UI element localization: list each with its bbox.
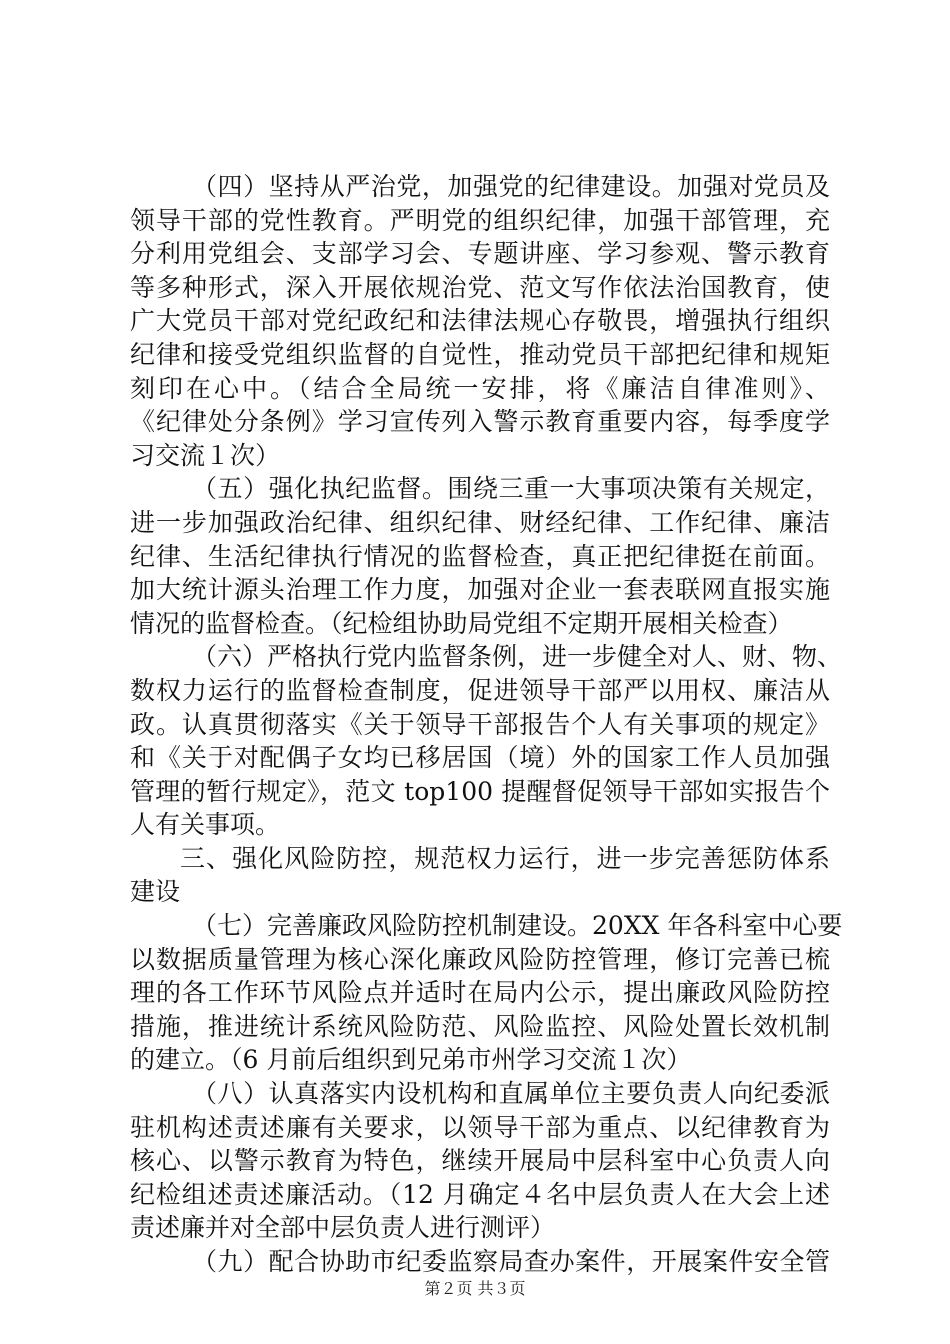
section-heading: 三、强化风险防控，规范权力运行，进一步完善惩防体系 — [180, 843, 830, 873]
text-line: 分利用党组会、支部学习会、专题讲座、学习参观、警示教育 — [130, 239, 830, 269]
text-line: 政。认真贯彻落实《关于领导干部报告个人有关事项的规定》 — [130, 709, 830, 739]
section-heading: 建设 — [130, 877, 181, 907]
text-line: 驻机构述责述廉有关要求，以领导干部为重点、以纪律教育为 — [130, 1112, 830, 1142]
text-line: 领导干部的党性教育。严明党的组织纪律，加强干部管理，充 — [130, 205, 830, 235]
text-line: 情况的监督检查。（纪检组协助局党组不定期开展相关检查） — [130, 608, 793, 638]
text-line: 等多种形式，深入开展依规治党、范文写作依法治国教育，使 — [130, 272, 830, 302]
text-line: 数权力运行的监督检查制度，促进领导干部严以用权、廉洁从 — [130, 675, 830, 705]
text-line: 加大统计源头治理工作力度，加强对企业一套表联网直报实施 — [130, 575, 830, 605]
text-line: 习交流１次） — [130, 440, 281, 470]
text-line: 以数据质量管理为核心深化廉政风险防控管理，修订完善已梳 — [130, 944, 830, 974]
text-line: 核心、以警示教育为特色，继续开展局中层科室中心负责人向 — [130, 1146, 830, 1176]
text-line: 《纪律处分条例》学习宣传列入警示教育重要内容，每季度学 — [130, 407, 830, 437]
text-line: 纪律和接受党组织监督的自觉性，推动党员干部把纪律和规矩 — [130, 339, 830, 369]
text-line: （八）认真落实内设机构和直属单位主要负责人向纪委派 — [192, 1079, 830, 1109]
text-line: （七）完善廉政风险防控机制建设。20XX 年各科室中心要 — [192, 911, 843, 941]
text-line: 广大党员干部对党纪政纪和法律法规心存敬畏，增强执行组织 — [130, 306, 830, 336]
text-line: （六）严格执行党内监督条例，进一步健全对人、财、物、 — [192, 642, 843, 672]
text-line: 理的各工作环节风险点并适时在局内公示，提出廉政风险防控 — [130, 978, 830, 1008]
text-line: （五）强化执纪监督。围绕三重一大事项决策有关规定， — [192, 474, 830, 504]
text-line: 和《关于对配偶子女均已移居国（境）外的国家工作人员加强 — [130, 743, 830, 773]
page-number-footer: 第２页 共３页 — [424, 1279, 526, 1298]
document-body — [130, 170, 843, 1279]
text-line: 刻印在心中。（结合全局统一安排，将《廉洁自律准则》、 — [130, 373, 830, 403]
text-line: 纪检组述责述廉活动。（12 月确定４名中层负责人在大会上述 — [130, 1179, 830, 1209]
text-line: 人有关事项。 — [130, 810, 281, 840]
text-line: （四）坚持从严治党，加强党的纪律建设。加强对党员及 — [192, 172, 830, 201]
text-line: 进一步加强政治纪律、组织纪律、财经纪律、工作纪律、廉洁 — [130, 507, 830, 537]
text-line: 的建立。（6 月前后组织到兄弟市州学习交流１次） — [130, 1045, 692, 1075]
text-line: 管理的暂行规定》，范文 top100 提醒督促领导干部如实报告个 — [130, 776, 830, 806]
text-line: 责述廉并对全部中层负责人进行测评） — [130, 1213, 556, 1243]
text-line: 纪律、生活纪律执行情况的监督检查，真正把纪律挺在前面。 — [130, 541, 830, 571]
text-line: 措施，推进统计系统风险防范、风险监控、风险处置长效机制 — [130, 1011, 830, 1041]
text-line: （九）配合协助市纪委监察局查办案件，开展案件安全管 — [192, 1247, 830, 1276]
